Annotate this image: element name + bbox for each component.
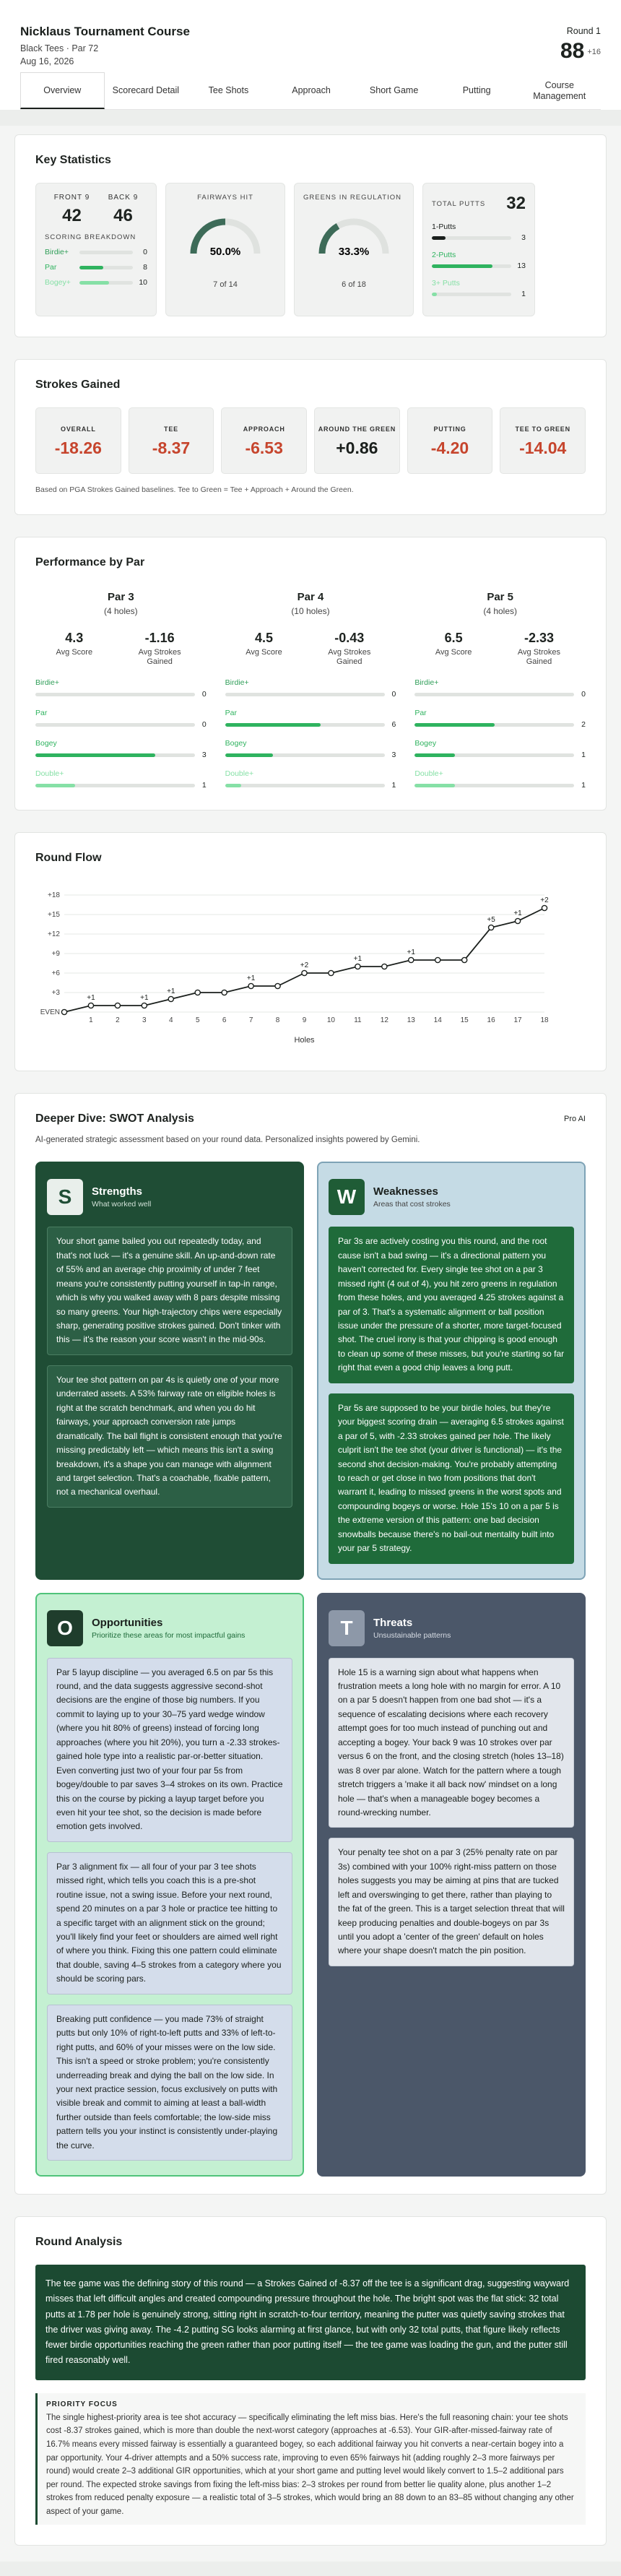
- score-point: [275, 984, 280, 989]
- score-point: [222, 990, 227, 995]
- row-bar-fill: [79, 281, 109, 285]
- y-tick-label: +18: [48, 891, 60, 900]
- x-tick-label: 16: [487, 1016, 495, 1025]
- round-date: Aug 16, 2026: [20, 56, 74, 66]
- breakdown-row: [45, 248, 147, 256]
- par-row-label: Birdie+: [414, 678, 439, 688]
- par-column: [225, 591, 396, 790]
- x-tick-label: 8: [275, 1016, 280, 1025]
- x-tick-label: 11: [354, 1016, 362, 1025]
- par-row-label: Double+: [225, 769, 254, 779]
- point-label: +1: [87, 994, 95, 1003]
- tab-scorecard-detail[interactable]: Scorecard Detail: [112, 85, 180, 95]
- putt-bar-fill: [432, 236, 446, 240]
- swot-heading: [92, 1185, 151, 1209]
- par-row-line: [225, 690, 396, 699]
- par-breakdown: [35, 678, 207, 790]
- par-row-count: 1: [581, 781, 586, 790]
- gir-gauge: [314, 210, 394, 267]
- x-tick-label: 17: [513, 1016, 522, 1025]
- back-nine-label: BACK 9: [108, 194, 139, 202]
- par-row-count: 6: [391, 720, 396, 730]
- swot-quad-subtitle: What worked well: [92, 1200, 152, 1209]
- avg-score-label: Avg Score: [246, 648, 282, 657]
- point-label: +2: [300, 961, 309, 970]
- tab-approach[interactable]: Approach: [292, 85, 331, 95]
- y-tick-label: +9: [51, 950, 60, 959]
- point-label: +1: [513, 909, 522, 918]
- par-row-bar: [225, 753, 385, 757]
- row-label: Bogey+: [45, 278, 71, 287]
- score-point: [462, 958, 467, 963]
- swot-grid: [35, 1162, 586, 2177]
- row-count: 0: [143, 248, 147, 256]
- y-tick-label: +15: [48, 911, 60, 920]
- swot-weaknesses: [317, 1162, 586, 1579]
- x-tick-label: 3: [142, 1016, 147, 1025]
- putt-bar: [432, 264, 511, 268]
- avg-sg-label: Avg Strokes Gained: [138, 648, 181, 667]
- scoring-breakdown-label: SCORING BREAKDOWN: [45, 233, 136, 241]
- tab-bar: [20, 72, 601, 110]
- back-nine-score: 46: [113, 206, 133, 225]
- swot-quad-subtitle: Prioritize these areas for most impactful gains: [92, 1630, 246, 1640]
- x-tick-label: 13: [407, 1016, 415, 1025]
- row-bar: [79, 251, 133, 254]
- sg-label: APPROACH: [243, 425, 285, 433]
- par-row-bar: [35, 784, 195, 787]
- par-row-count: 1: [581, 751, 586, 760]
- par-breakdown-row: [225, 709, 396, 729]
- avg-score-value: 4.3: [65, 631, 84, 645]
- swot-heading: [373, 1617, 451, 1640]
- par-stats: [225, 631, 396, 667]
- sg-value: -14.04: [519, 438, 567, 457]
- par-breakdown: [225, 678, 396, 790]
- par-row-count: 1: [201, 781, 207, 790]
- putt-bar: [432, 293, 511, 296]
- par-row-label: Par: [414, 709, 427, 718]
- score-point: [142, 1003, 147, 1008]
- performance-title: Performance by Par: [35, 556, 145, 569]
- fairways-detail: 7 of 14: [213, 280, 238, 289]
- round-flow-section: [14, 832, 607, 1071]
- performance-section: [14, 537, 607, 811]
- par-breakdown-row: [225, 769, 396, 790]
- score-point: [195, 990, 200, 995]
- putt-row-label: 2-Putts: [432, 251, 456, 259]
- strokes-gained-title: Strokes Gained: [35, 379, 121, 391]
- row-bar-fill: [79, 266, 103, 269]
- putt-breakdown: [432, 222, 526, 298]
- x-tick-label: 12: [380, 1016, 388, 1025]
- score-point: [435, 958, 440, 963]
- par-row-label: Bogey: [414, 739, 437, 748]
- par-row-bar-fill: [225, 723, 321, 727]
- par-row-line: [35, 751, 207, 759]
- gauge-fill: [322, 226, 338, 254]
- row-count: 8: [143, 263, 147, 272]
- par-row-bar-fill: [225, 753, 273, 757]
- par-row-line: [225, 781, 396, 790]
- par-breakdown-row: [225, 739, 396, 759]
- breakdown-row: [45, 263, 147, 272]
- swot-title: Deeper Dive: SWOT Analysis: [35, 1112, 194, 1125]
- par-breakdown: [414, 678, 586, 790]
- gir-card: [294, 183, 414, 316]
- par-row-bar-fill: [35, 784, 75, 787]
- x-tick-label: 15: [460, 1016, 469, 1025]
- swot-insight: Breaking putt confidence — you made 73% of straight putts but only 10% of right-to-left putts and 33% of left-to-right putts, and 60% of your misses were on the low side. This isn't a speed or stroke problem; you're consistently underreading break and dying the ball on the low side. In your next practice session, focus exclusively on putts with visible break and commit to aiming at least a ball-width further outside than feels comfortable; the low-side miss pattern tells you your instinct is consistently under-playing the curve.: [47, 2005, 292, 2161]
- par-row-bar: [414, 723, 574, 727]
- putt-count: 13: [517, 262, 526, 270]
- par-holes: (10 holes): [291, 606, 330, 616]
- par-row-label: Birdie+: [225, 678, 249, 688]
- par-row-bar: [35, 693, 195, 696]
- sg-label: PUTTING: [433, 425, 466, 433]
- putt-row-line: [432, 233, 526, 242]
- score-line: [64, 908, 544, 1012]
- y-tick-label: EVEN: [40, 1008, 60, 1017]
- row-label: Birdie+: [45, 248, 69, 256]
- fairways-card: [165, 183, 285, 316]
- strokes-gained-section: [14, 359, 607, 515]
- putt-bar-fill: [432, 293, 437, 296]
- avg-score: [56, 631, 93, 667]
- swot-letter-icon: T: [329, 1610, 365, 1646]
- front-nine-score: 42: [62, 206, 82, 225]
- par-row-count: 0: [391, 690, 396, 699]
- par-row-line: [35, 690, 207, 699]
- swot-letter-icon: W: [329, 1179, 365, 1215]
- par-row-line: [35, 781, 207, 790]
- swot-insight: Your penalty tee shot on a par 3 (25% penalty rate on par 3s) combined with your 100% right-miss pattern on those holes suggests you may be aiming at pins that are tucked left and overswinging to get there, rather than playing to the fat of the green. This is a target selection threat that will keep producing penalties and double-bogeys on par 3s until you adopt a 'center of the green' default on holes where your shape doesn't match the pin position.: [329, 1838, 574, 1966]
- par-row-line: [414, 720, 586, 729]
- par-row-count: 0: [581, 690, 586, 699]
- front-nine-label: FRONT 9: [53, 194, 90, 202]
- swot-opportunities: [35, 1593, 304, 2177]
- fairways-label: FAIRWAYS HIT: [197, 194, 253, 202]
- putt-bar: [432, 236, 511, 240]
- score-point: [489, 925, 494, 930]
- par-row-bar: [35, 753, 195, 757]
- x-tick-label: 2: [116, 1016, 120, 1025]
- par-breakdown-row: [35, 769, 207, 790]
- par-columns: [35, 591, 586, 790]
- swot-insight: Par 3 alignment fix — all four of your par 3 tee shots missed right, which tells you coach this is a pre-shot routine issue, not a swing issue. Before your next round, spend 20 minutes on a par 3 hole or practice tee hitting to a specific target with an alignment stick on the ground; you'll likely find your feet or shoulders are aimed well right of where you think. Fixing this one pattern could eliminate that double, saving 4–5 strokes from a category where you should be scoring pars.: [47, 1852, 292, 1994]
- par-stats: [35, 631, 207, 667]
- y-tick-label: +3: [51, 989, 60, 998]
- total-putts-label: TOTAL PUTTS: [432, 199, 486, 208]
- strokes-gained-card: [314, 407, 400, 474]
- point-label: +1: [140, 994, 149, 1003]
- par-row-bar-fill: [414, 753, 454, 757]
- round-label: Round 1: [566, 26, 601, 36]
- par-row-count: 3: [201, 751, 207, 760]
- score-point: [355, 964, 360, 969]
- par-row-label: Double+: [414, 769, 443, 779]
- avg-score-value: 4.5: [254, 631, 273, 645]
- swot-insight: Par 3s are actively costing you this round, and the root cause isn't a bad swing — it's a directional pattern you haven't corrected for. Every single tee shot on a par 3 missed right (4 out of 4), you hit zero greens in regulation from these holes, and you averaged 4.25 strokes against a par of 3. That's a systematic alignment or ball position issue under the pressure of a shorter, more target-focused shot. The cruel irony is that your chipping is good enough to clean up some of these misses, but you're starting so far right that even a good chip leaves a long putt.: [329, 1227, 574, 1383]
- score-point: [409, 958, 414, 963]
- sg-value: +0.86: [336, 438, 378, 457]
- y-tick-label: +6: [51, 969, 60, 978]
- par-row-label: Par: [225, 709, 238, 718]
- point-label: +1: [407, 948, 415, 957]
- scoring-breakdown: [45, 248, 147, 287]
- par-holes: (4 holes): [483, 606, 518, 616]
- sg-value: -6.53: [245, 438, 283, 457]
- breakdown-row: [45, 278, 147, 287]
- par-row-line: [414, 781, 586, 790]
- swot-insight: Hole 15 is a warning sign about what happens when frustration meets a long hole with no margin for error. A 10 on a par 5 doesn't happen from one bad shot — it's a sequence of escalating decisions where each recovery attempt goes for too much instead of punching out and accepting a bogey. Your back 9 was 10 strokes over par versus 6 on the front, and the closing stretch (holes 13–18) was 8 over par alone. Watch for the pattern where a tough stretch triggers a 'make it all back now' mindset on a long hole — that's when a manageable bogey becomes a round-wrecking number.: [329, 1658, 574, 1828]
- par-row-bar: [414, 784, 574, 787]
- swot-insight: Your short game bailed you out repeatedly today, and that's not luck — it's a genuine skill. An up-and-down rate of 55% and an average chip proximity of under 7 feet means you're consistently putting yourself in tap-in range, which is why you walked away with 8 pars despite missing so many greens. Your high-trajectory chips were especially sharp, generating positive strokes gained. Don't tinker with this — it's the reason your score wasn't in the mid-90s.: [47, 1227, 292, 1355]
- avg-score: [435, 631, 472, 667]
- swot-heading: [92, 1617, 245, 1640]
- par-breakdown-row: [414, 739, 586, 759]
- sg-value: -4.20: [430, 438, 469, 457]
- avg-score-value: 6.5: [444, 631, 463, 645]
- swot-quad-title: Weaknesses: [373, 1185, 438, 1198]
- putt-row-label: 1-Putts: [432, 222, 456, 231]
- swot-subtitle: AI-generated strategic assessment based on your round data. Personalized insights powered by Gemini.: [35, 1136, 420, 1145]
- swot-insight: Your tee shot pattern on par 4s is quietly one of your more underrated assets. A 53% fairway rate on eligible holes is right at the scratch benchmark, and when you do hit fairways, your approach conversion rate jumps dramatically. The ball flight is consistent enough that you're missing predictably left — which means this isn't a swing breakdown, it's a shape you can manage with alignment and target selection. That's a coachable, fixable pattern, not a mechanical overhaul.: [47, 1365, 292, 1508]
- avg-score: [246, 631, 282, 667]
- gauge-value: 33.3%: [338, 246, 370, 258]
- par-row-bar: [414, 753, 574, 757]
- round-flow-title: Round Flow: [35, 852, 102, 865]
- putt-count: 3: [521, 233, 526, 242]
- par-breakdown-row: [414, 769, 586, 790]
- putt-row: [432, 251, 526, 270]
- par-title: Par 5: [487, 591, 514, 603]
- point-label: +2: [540, 896, 549, 905]
- par-breakdown-row: [414, 678, 586, 699]
- par-breakdown-row: [35, 739, 207, 759]
- total-score: 88 +16: [560, 39, 601, 63]
- tab-course-management[interactable]: Course Management: [533, 79, 586, 101]
- putt-bar-fill: [432, 264, 492, 268]
- round-analysis-body: The tee game was the defining story of this round — a Strokes Gained of -8.37 off the tee is a significant drag, suggesting wayward misses that left difficult angles and created compounding pressure throughout the hole. The bright spot was the flat stick: 32 total putts at 1.78 per hole is genuinely strong, sitting right in scratch-to-four territory, meaning the putter was quietly saving strokes that the driver was giving away. The -4.2 putting SG looks alarming at first glance, but with only 32 total putts, that figure likely reflects fewer birdie opportunities reaching the green rather than poor putting itself — the tee game was loading the gun, and the putter still fired reasonably well.: [35, 2265, 586, 2380]
- avg-sg-label: Avg Strokes Gained: [517, 648, 561, 667]
- strokes-gained-card: [500, 407, 586, 474]
- par-row-line: [225, 751, 396, 759]
- score-point: [88, 1003, 93, 1008]
- putt-row: [432, 279, 526, 298]
- par-row-bar: [35, 723, 195, 727]
- par-breakdown-row: [414, 709, 586, 729]
- par-row-line: [225, 720, 396, 729]
- swot-header: [329, 1179, 574, 1215]
- par-row-label: Bogey: [35, 739, 57, 748]
- avg-sg: [323, 631, 375, 667]
- strokes-gained-card: [407, 407, 493, 474]
- strokes-gained-note: Based on PGA Strokes Gained baselines. Tee to Green = Tee + Approach + Around the Green.: [35, 485, 354, 494]
- tab-putting[interactable]: Putting: [462, 85, 491, 95]
- swot-letter-icon: O: [47, 1610, 83, 1646]
- putt-row: [432, 222, 526, 242]
- round-analysis-section: [14, 2216, 607, 2546]
- swot-strengths: [35, 1162, 304, 1579]
- x-axis-label: Holes: [294, 1036, 315, 1045]
- point-label: +1: [246, 974, 256, 983]
- strokes-gained-card: [129, 407, 214, 474]
- par-row-bar-fill: [414, 723, 494, 727]
- avg-sg-label: Avg Strokes Gained: [328, 648, 371, 667]
- sg-label: TEE TO GREEN: [515, 425, 570, 433]
- swot-quad-title: Opportunities: [92, 1616, 163, 1629]
- swot-quad-subtitle: Unsustainable patterns: [373, 1630, 451, 1640]
- par-breakdown-row: [35, 709, 207, 729]
- score-point: [248, 984, 253, 989]
- score-point: [61, 1010, 66, 1015]
- key-statistics-title: Key Statistics: [35, 154, 111, 166]
- x-tick-label: 14: [433, 1016, 442, 1025]
- swot-quad-title: Threats: [373, 1616, 413, 1629]
- score-point: [515, 919, 520, 924]
- swot-insight: Par 5 layup discipline — you averaged 6.5 on par 5s this round, and the data suggests aggressive second-shot decisions are the engine of those big numbers. If you commit to laying up to your 30–75 yard wedge window (where you hit 80% of greens) instead of forcing long approaches (where you hit 20%), you turn a -2.33 strokes-gained hole type into a realistic par-or-better situation. Even converting just two of your four par 5s from bogey/double to par saves 3–4 strokes on its own. Practice this on the course by picking a layup target before you even hit your tee shot, so the decision is made before emotion gets involved.: [47, 1658, 292, 1842]
- par-stats: [414, 631, 586, 667]
- point-label: +5: [487, 916, 495, 925]
- score-point: [382, 964, 387, 969]
- x-tick-label: 9: [302, 1016, 307, 1025]
- par-column: [414, 591, 586, 790]
- swot-header: [47, 1179, 292, 1215]
- putt-row-label: 3+ Putts: [432, 279, 460, 288]
- gir-label: GREENS IN REGULATION: [303, 194, 401, 202]
- x-tick-label: 7: [248, 1016, 253, 1025]
- putt-count: 1: [521, 290, 526, 298]
- score-point: [115, 1003, 120, 1008]
- tab-tee-shots[interactable]: Tee Shots: [208, 85, 249, 95]
- putt-row-line: [432, 290, 526, 298]
- swot-section: [14, 1093, 607, 2195]
- nine-scores-card: [35, 183, 157, 316]
- par-row-count: 0: [201, 690, 207, 699]
- par-row-bar: [225, 723, 385, 727]
- sg-value: -8.37: [152, 438, 191, 457]
- avg-sg-value: -1.16: [144, 631, 175, 645]
- avg-sg-value: -2.33: [524, 631, 554, 645]
- swot-heading: [373, 1185, 451, 1209]
- key-statistics-section: [14, 134, 607, 337]
- strokes-gained-cards: [35, 407, 586, 474]
- pro-ai-badge: Pro AI: [564, 1115, 586, 1124]
- swot-insight: Par 5s are supposed to be your birdie holes, but they're your biggest scoring drain — averaging 6.5 strokes against a par of 5, with -2.33 strokes gained per hole. The likely culprit isn't the tee shot (your driver is functional) — it's the second shot decision-making. You're probably attempting to reach or get close in two from positions that don't warrant it, leading to missed greens in the worst spots and compounding bogeys or worse. Hole 15's 10 on a par 5 is the extreme version of this pattern: one bad decision snowballs because there's no bail-out mentality built into your par 5 strategy.: [329, 1393, 574, 1564]
- putts-card: [422, 183, 535, 316]
- swot-header: [47, 1610, 292, 1646]
- par-row-line: [414, 690, 586, 699]
- tab-overview[interactable]: Overview: [20, 72, 105, 109]
- priority-focus-body: The single highest-priority area is tee shot accuracy — specifically eliminating the left miss bias. Here's the full reasoning chain: your tee shots cost -8.37 strokes gained, which is more than double the next-worst category (approaches at -6.53). Your GIR-after-missed-fairway rate of 16.7% means every missed fairway is essentially a guaranteed bogey, so each additional fairway you hit converts a near-certain bogey into a par opportunity. Your 4-driver attempts and a 50% success rate, improving to even 65% fairways hit (adding roughly 2–3 more fairways per round) would create 2–3 additional GIR opportunities, which at your short game and putting level would likely convert to 1.5–2 additional pars per round. The expected stroke savings from fixing the left-miss bias: 2–3 strokes per round from better lie quality alone, plus another 1–2 strokes from reduced penalty exposure — a realistic total of 3–5 strokes, which would bring an 88 down to an 83–85 without changing any other aspect of your game.: [46, 2413, 574, 2516]
- x-tick-label: 5: [195, 1016, 200, 1025]
- score-point: [542, 906, 547, 911]
- avg-score-label: Avg Score: [435, 648, 472, 657]
- gauge-value: 50.0%: [209, 246, 241, 258]
- course-title: Nicklaus Tournament Course: [20, 25, 190, 38]
- par-row-bar: [225, 784, 385, 787]
- sg-label: TEE: [164, 425, 178, 433]
- par-holes: (4 holes): [103, 606, 138, 616]
- avg-sg-value: -0.43: [334, 631, 365, 645]
- round-analysis-title: Round Analysis: [35, 2236, 123, 2249]
- sg-label: AROUND THE GREEN: [318, 425, 396, 433]
- round-flow-chart: [35, 881, 555, 1047]
- sg-value: -18.26: [54, 438, 102, 457]
- swot-letter-icon: S: [47, 1179, 83, 1215]
- x-tick-label: 4: [168, 1016, 173, 1025]
- swot-header: [329, 1610, 574, 1646]
- avg-sg: [134, 631, 186, 667]
- par-row-line: [414, 751, 586, 759]
- tee-info: Black Tees · Par 72: [20, 43, 99, 53]
- swot-quad-title: Strengths: [92, 1185, 143, 1198]
- priority-focus: [35, 2393, 586, 2525]
- y-tick-label: +12: [48, 930, 60, 939]
- x-tick-label: 1: [89, 1016, 93, 1025]
- point-label: +1: [353, 955, 362, 964]
- par-row-count: 0: [201, 720, 207, 730]
- par-row-bar-fill: [35, 753, 155, 757]
- avg-score-label: Avg Score: [56, 648, 93, 657]
- strokes-gained-card: [35, 407, 121, 474]
- par-row-count: 2: [581, 720, 586, 730]
- row-bar: [79, 281, 133, 285]
- par-row-label: Par: [35, 709, 48, 718]
- swot-quad-subtitle: Areas that cost strokes: [373, 1200, 451, 1209]
- score-point: [302, 971, 307, 976]
- par-row-bar-fill: [414, 784, 454, 787]
- point-label: +1: [167, 987, 175, 996]
- par-title: Par 4: [297, 591, 324, 603]
- tab-short-game[interactable]: Short Game: [369, 85, 419, 95]
- par-row-bar: [414, 693, 574, 696]
- par-row-bar: [225, 693, 385, 696]
- par-row-count: 1: [391, 781, 396, 790]
- fairways-gauge: [186, 210, 265, 267]
- gir-detail: 6 of 18: [342, 280, 366, 289]
- par-row-bar-fill: [225, 784, 241, 787]
- par-row-count: 3: [391, 751, 396, 760]
- par-breakdown-row: [35, 678, 207, 699]
- par-row-line: [35, 720, 207, 729]
- header: [0, 0, 621, 110]
- row-bar: [79, 266, 133, 269]
- priority-focus-title: PRIORITY FOCUS: [46, 2400, 118, 2408]
- score-point: [329, 971, 334, 976]
- strokes-gained-card: [221, 407, 307, 474]
- x-tick-label: 10: [326, 1016, 336, 1025]
- par-row-label: Double+: [35, 769, 64, 779]
- putt-row-line: [432, 262, 526, 270]
- par-breakdown-row: [225, 678, 396, 699]
- row-label: Par: [45, 263, 57, 272]
- swot-threats: [317, 1593, 586, 2177]
- x-tick-label: 6: [222, 1016, 227, 1025]
- par-column: [35, 591, 207, 790]
- total-putts: 32: [506, 194, 526, 213]
- par-row-label: Bogey: [225, 739, 247, 748]
- avg-sg: [513, 631, 565, 667]
- score-point: [168, 997, 173, 1002]
- par-title: Par 3: [107, 591, 134, 603]
- par-row-label: Birdie+: [35, 678, 59, 688]
- row-count: 10: [139, 278, 147, 287]
- x-tick-label: 18: [540, 1016, 549, 1025]
- sg-label: OVERALL: [61, 425, 96, 433]
